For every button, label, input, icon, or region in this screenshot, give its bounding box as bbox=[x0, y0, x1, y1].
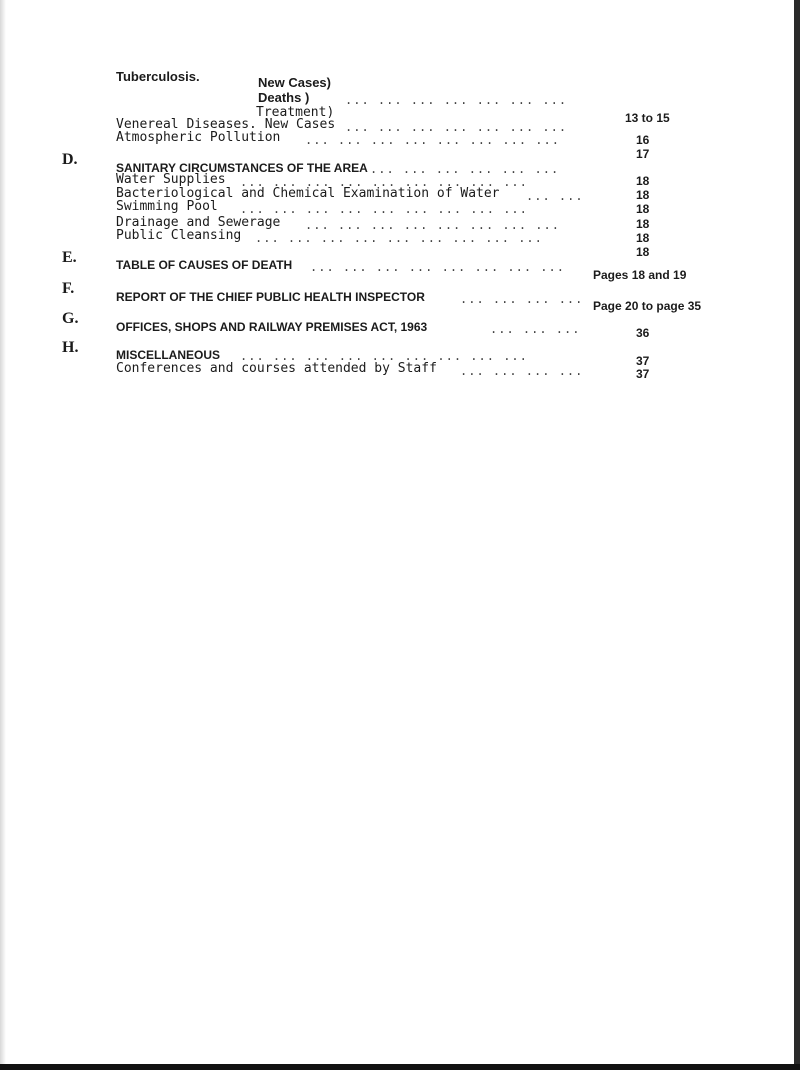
conferences-leader-dots: ... ... ... ... bbox=[460, 364, 584, 378]
bacteriological-label: Bacteriological and Chemical Examination of Water bbox=[116, 186, 500, 201]
atmospheric-leader-dots: ... ... ... ... ... ... ... ... bbox=[305, 133, 560, 147]
section-g-letter: G. bbox=[62, 310, 79, 327]
section-g-leader-dots: ... ... ... bbox=[490, 322, 581, 336]
section-h-page-ref: 37 bbox=[636, 354, 650, 368]
atmospheric-page-ref: 17 bbox=[636, 147, 650, 161]
section-f-page-ref: Page 20 to page 35 bbox=[593, 299, 702, 313]
water-page-ref: 18 bbox=[636, 188, 650, 202]
venereal-leader-dots: ... ... ... ... ... ... ... bbox=[345, 120, 568, 134]
cleansing-page-ref-2: 18 bbox=[636, 245, 650, 259]
section-e-page-ref: Pages 18 and 19 bbox=[593, 268, 687, 282]
atmospheric-pollution-label: Atmospheric Pollution bbox=[116, 130, 281, 145]
venereal-page-ref: 16 bbox=[636, 133, 650, 147]
section-d-title: SANITARY CIRCUMSTANCES OF THE AREA bbox=[116, 161, 368, 175]
venereal-diseases-label: Venereal Diseases. New Cases bbox=[116, 117, 336, 132]
section-d-letter: D. bbox=[62, 151, 78, 168]
drainage-sewerage-label: Drainage and Sewerage bbox=[116, 215, 281, 230]
tb-new-cases-label: New Cases) bbox=[258, 75, 331, 90]
section-d-page-ref: 18 bbox=[636, 174, 650, 188]
section-g-title: OFFICES, SHOPS AND RAILWAY PREMISES ACT, 1963 bbox=[116, 320, 428, 334]
swimming-leader-dots: ... ... ... ... ... ... ... ... ... bbox=[240, 202, 528, 216]
section-h-title: MISCELLANEOUS bbox=[116, 348, 221, 362]
section-h-leader-dots: ... ... ... ... ... ... ... ... ... bbox=[240, 349, 528, 363]
water-supplies-label: Water Supplies bbox=[116, 172, 226, 187]
cleansing-page-ref: 18 bbox=[636, 231, 650, 245]
scan-bottom-edge bbox=[0, 1064, 800, 1070]
swimming-page-ref: 18 bbox=[636, 202, 650, 216]
cleansing-leader-dots: ... ... ... ... ... ... ... ... ... bbox=[255, 231, 543, 245]
tb-page-ref: 13 to 15 bbox=[625, 111, 670, 125]
conferences-label: Conferences and courses attended by Staff bbox=[116, 361, 437, 376]
section-h-letter: H. bbox=[62, 339, 79, 356]
section-f-leader-dots: ... ... ... ... bbox=[460, 292, 584, 306]
section-e-leader-dots: ... ... ... ... ... ... ... ... bbox=[310, 260, 565, 274]
scan-right-edge bbox=[794, 0, 800, 1070]
public-cleansing-label: Public Cleansing bbox=[116, 228, 242, 243]
tuberculosis-label: Tuberculosis. bbox=[116, 69, 200, 84]
tb-deaths-label: Deaths ) bbox=[258, 90, 310, 105]
section-d-leader-dots: ... ... ... ... ... ... bbox=[370, 162, 560, 176]
section-f-title: REPORT OF THE CHIEF PUBLIC HEALTH INSPECTOR bbox=[116, 290, 425, 304]
conferences-page-ref: 37 bbox=[636, 367, 650, 381]
drainage-leader-dots: ... ... ... ... ... ... ... ... bbox=[305, 218, 560, 232]
section-g-page-ref: 36 bbox=[636, 326, 650, 340]
section-e-title: TABLE OF CAUSES OF DEATH bbox=[116, 258, 293, 272]
swimming-pool-label: Swimming Pool bbox=[116, 199, 218, 214]
water-leader-dots: ... ... ... ... ... ... ... ... ... bbox=[240, 175, 528, 189]
drainage-page-ref: 18 bbox=[636, 217, 650, 231]
venereal-treatment-label: Treatment) bbox=[256, 105, 335, 120]
bacteriological-leader-dots: ... ... bbox=[526, 189, 584, 203]
section-f-letter: F. bbox=[62, 280, 75, 297]
scan-left-edge bbox=[0, 0, 6, 1070]
tb-leader-dots: ... ... ... ... ... ... ... bbox=[345, 93, 568, 107]
section-e-letter: E. bbox=[62, 249, 77, 266]
